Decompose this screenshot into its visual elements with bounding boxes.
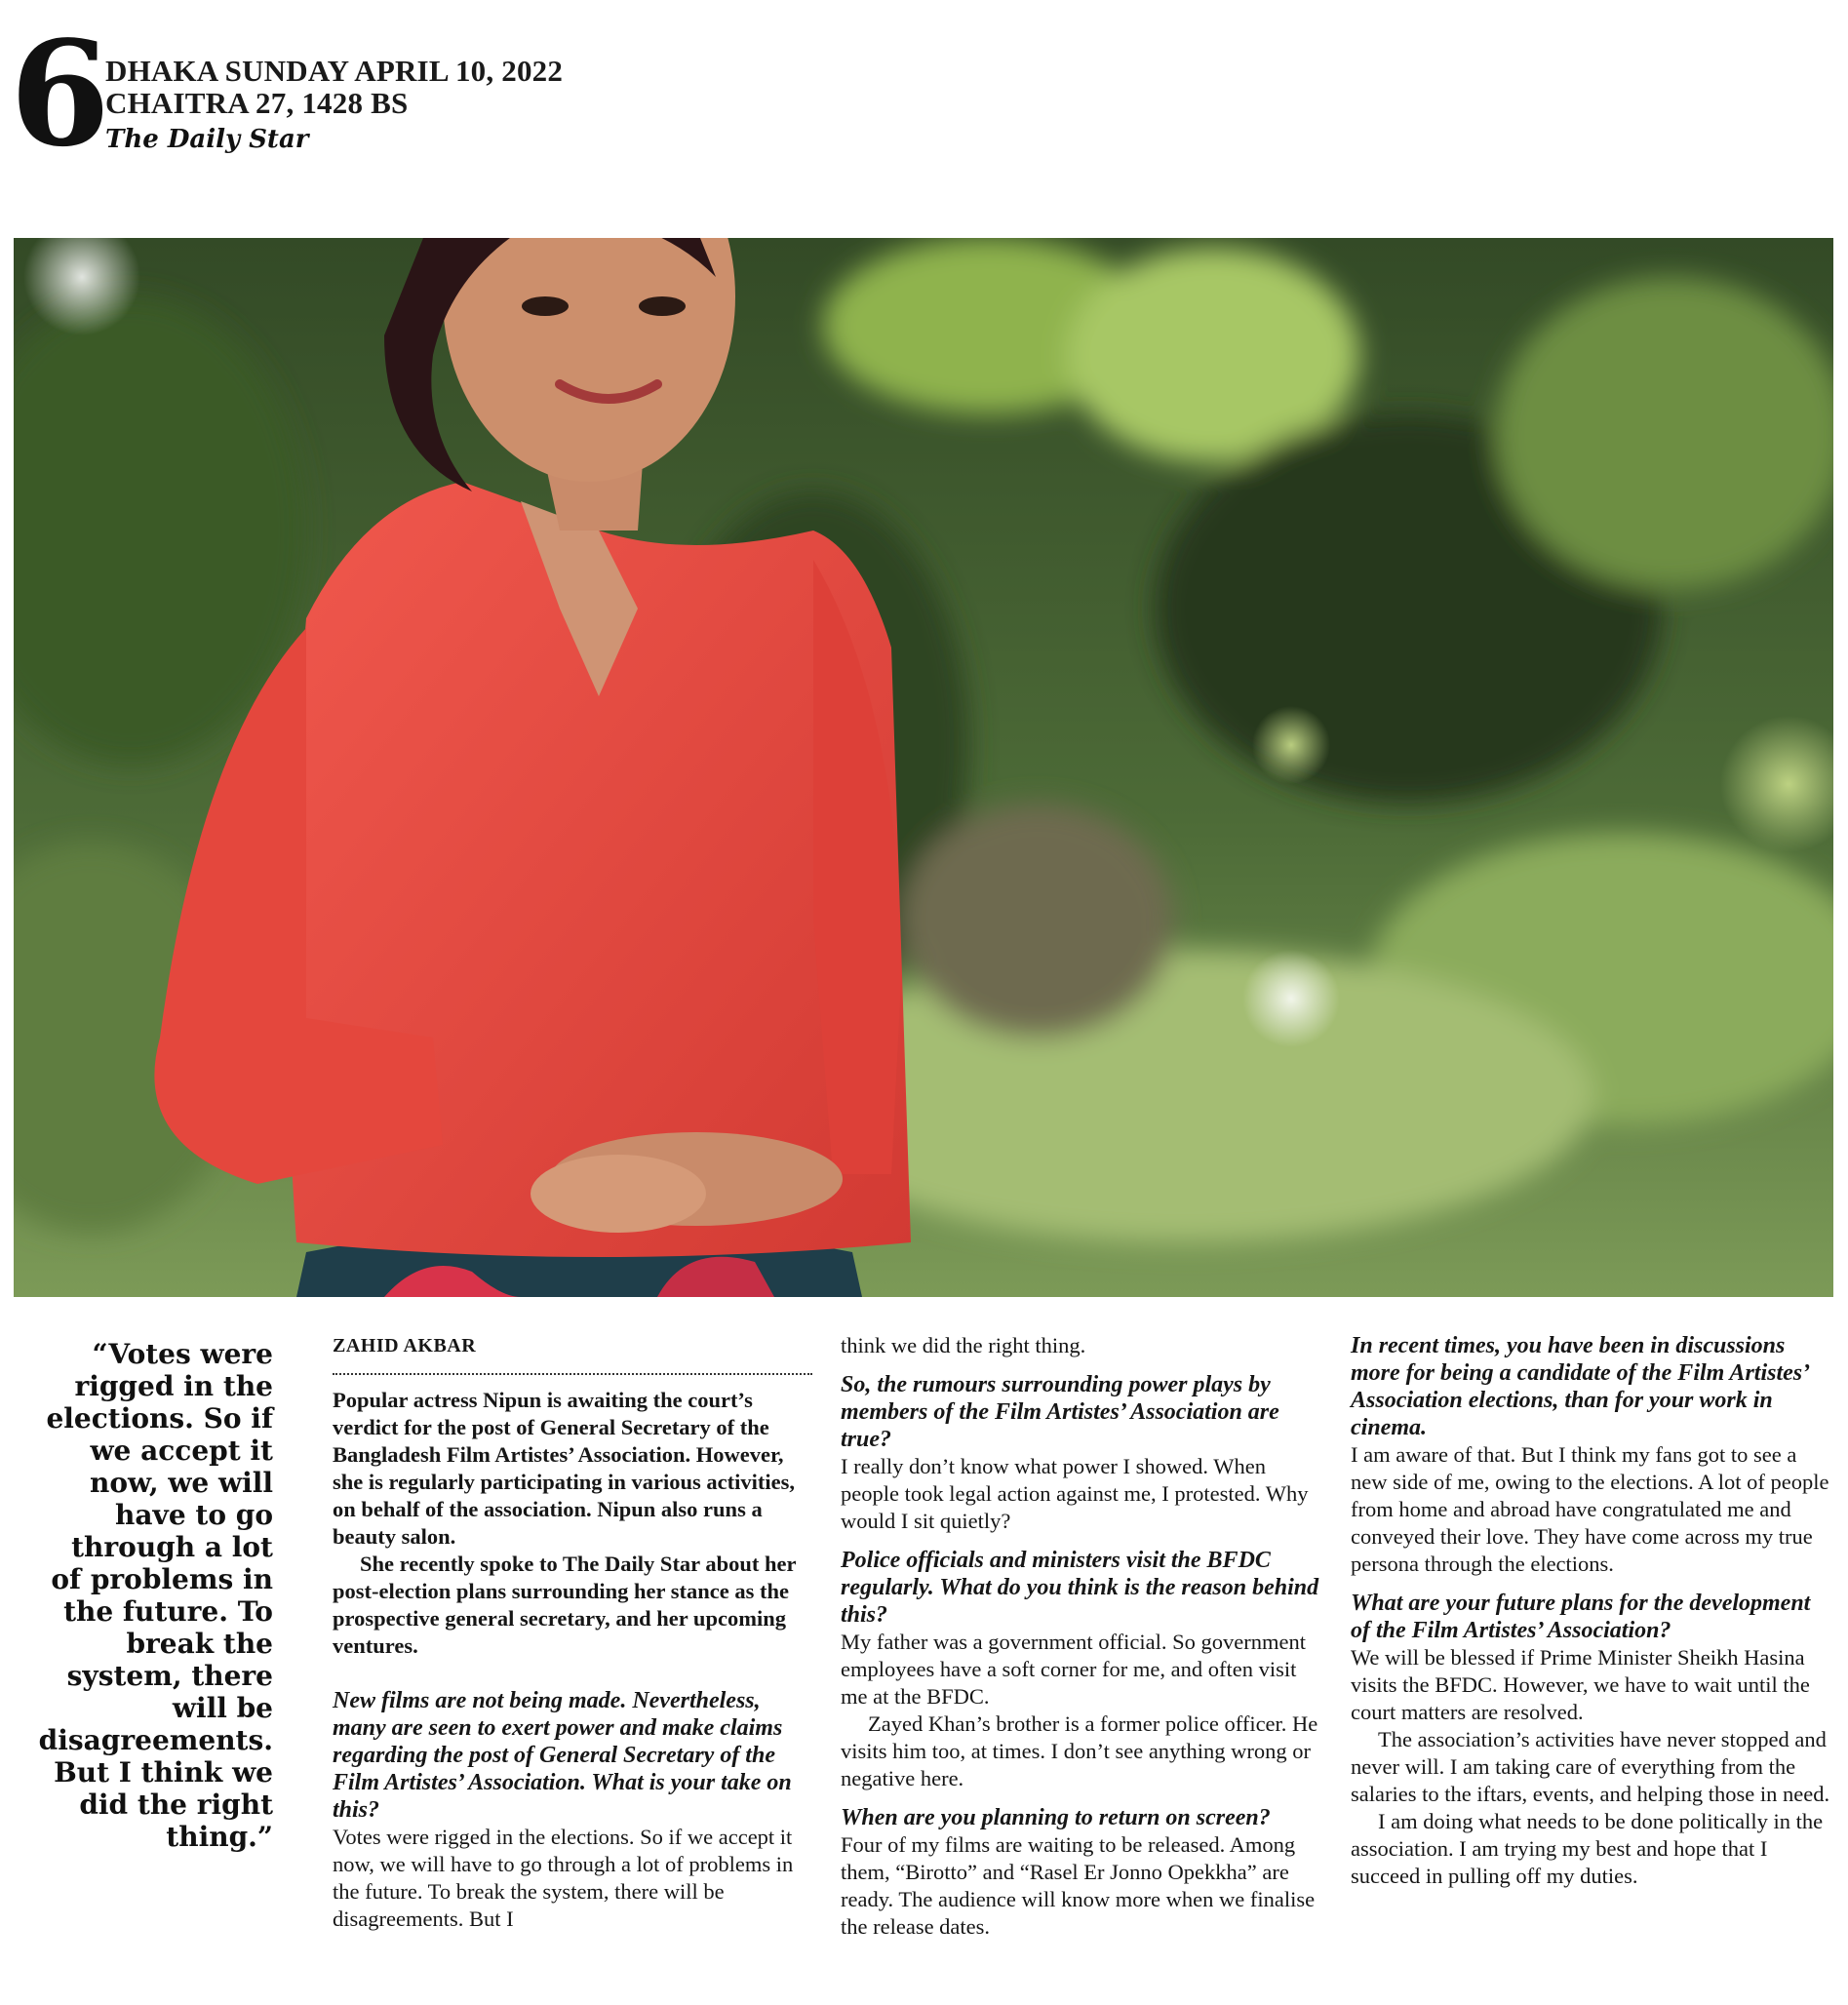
- interview-question: Police officials and ministers visit the BFDC regularly. What do you think is the reason behind this?: [841, 1548, 1319, 1628]
- newspaper-logo: The Daily Star: [105, 125, 309, 154]
- interview-answer: Votes were rigged in the elections. So if we accept it now, we will have to go through a lot of problems in the future. To break the system, there will be disagreements. But I: [333, 1825, 794, 1931]
- interview-answer: Zayed Khan’s brother is a former police officer. He visits him too, at times. I don’t see anything wrong or negative here.: [841, 1711, 1318, 1790]
- interview-question: New films are not being made. Nevertheless, many are seen to exert power and make claims regarding the post of General Secretary of the Film Artistes’ Association. What is your take on this?: [333, 1688, 792, 1823]
- interview-answer: I really don’t know what power I showed. When people took legal action against me, I protested. Why would I sit quietly?: [841, 1454, 1309, 1533]
- page-number: 6: [10, 9, 110, 178]
- article-column-3: [1351, 1332, 1833, 1890]
- intro-paragraph: She recently spoke to The Daily Star about her post-election plans surrounding her stance as the prospective general secretary, and her upcoming ventures.: [333, 1552, 797, 1658]
- byline: ZAHID AKBAR: [333, 1332, 812, 1375]
- photo-illustration: [14, 238, 1833, 1297]
- interview-answer: Four of my films are waiting to be released. Among them, “Birotto” and “Rasel Er Jonno Opekkha” are ready. The audience will know more when we finalise the release dates.: [841, 1832, 1316, 1939]
- interview-question: When are you planning to return on screen?: [841, 1805, 1271, 1830]
- dateline: [105, 55, 563, 119]
- interview-answer: My father was a government official. So government employees have a soft corner for me, and often visit me at the BFDC.: [841, 1630, 1306, 1709]
- interview-answer: The association’s activities have never stopped and never will. I am taking care of everything from the salaries to the iftars, events, and helping those in need.: [1351, 1727, 1830, 1806]
- date-line-bengali: CHAITRA 27, 1428 BS: [105, 86, 409, 120]
- feature-photo: [14, 238, 1833, 1297]
- interview-answer: I am aware of that. But I think my fans got to see a new side of me, owing to the elections. A lot of people from home and abroad have congratulated me and conveyed their love. They have come across my true persona through the elections.: [1351, 1442, 1829, 1576]
- interview-question: In recent times, you have been in discussions more for being a candidate of the Film Artistes’ Association elections, than for your work in cinema.: [1351, 1333, 1809, 1440]
- interview-question: What are your future plans for the development of the Film Artistes’ Association?: [1351, 1591, 1811, 1643]
- interview-question: So, the rumours surrounding power plays by members of the Film Artistes’ Association are true?: [841, 1372, 1279, 1452]
- intro-paragraph: Popular actress Nipun is awaiting the court’s verdict for the post of General Secretary of the Bangladesh Film Artistes’ Association. However, she is regularly participating in various activities, on behalf of the association. Nipun also runs a beauty salon.: [333, 1388, 795, 1549]
- article-column-1: [333, 1332, 812, 1933]
- interview-answer: I am doing what needs to be done politically in the association. I am trying my best and hope that I succeed in pulling off my duties.: [1351, 1809, 1824, 1888]
- date-line-gregorian: DHAKA SUNDAY APRIL 10, 2022: [105, 54, 564, 88]
- article-column-2: [841, 1332, 1326, 1941]
- interview-answer: We will be blessed if Prime Minister Sheikh Hasina visits the BFDC. However, we have to wait until the court matters are resolved.: [1351, 1645, 1810, 1724]
- pull-quote: “Votes were rigged in the elections. So if we accept it now, we will have to go through a lot of problems in the future. To break the system, there will be disagreements. But I think we did the right thing.”: [38, 1338, 273, 1853]
- interview-answer: think we did the right thing.: [841, 1333, 1086, 1357]
